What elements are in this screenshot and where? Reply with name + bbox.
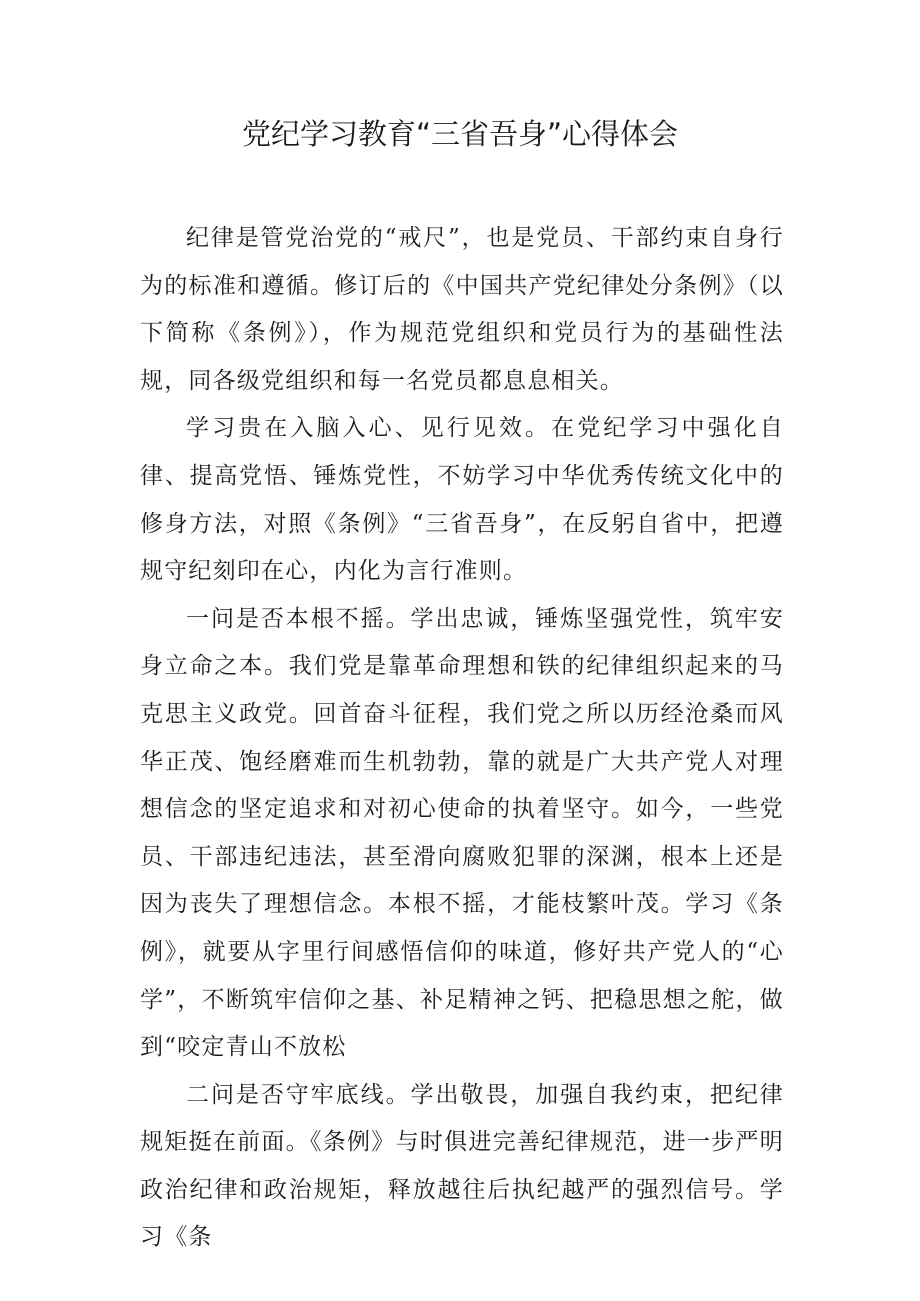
document-body: [140, 215, 784, 1262]
paragraph-first-question: 一问是否本根不摇。学出忠诚，锤炼坚强党性，筑牢安身立命之本。我们党是靠革命理想和铁的纪律组织起来的马克思主义政党。回首奋斗征程，我们党之所以历经沧桑而风华正茂、饱经磨难而生机勃勃，靠的就是广大共产党人对理想信念的坚定追求和对初心使命的执着坚守。如今，一些党员、干部违纪违法，甚至滑向腐败犯罪的深渊，根本上还是因为丧失了理想信念。本根不摇，才能枝繁叶茂。学习《条例》，就要从字里行间感悟信仰的味道，修好共产党人的“心学”，不断筑牢信仰之基、补足精神之钙、把稳思想之舵，做到“咬定青山不放松: [140, 605, 784, 1061]
document-title: 党纪学习教育“三省吾身”心得体会: [241, 117, 679, 151]
paragraph-intro: 纪律是管党治党的“戒尺”，也是党员、干部约束自身行为的标准和遵循。修订后的《中国共产党纪律处分条例》（以下简称《条例》），作为规范党组织和党员行为的基础性法规，同各级党组织和每一名党员都息息相关。: [140, 225, 784, 394]
paragraph-study: 学习贵在入脑入心、见行见效。在党纪学习中强化自律、提高党悟、锤炼党性，不妨学习中华优秀传统文化中的修身方法，对照《条例》“三省吾身”，在反躬自省中，把遵规守纪刻印在心，内化为言行准则。: [140, 415, 784, 585]
paragraph-second-question: 二问是否守牢底线。学出敬畏，加强自我约束，把纪律规矩挺在前面。《条例》与时俱进完善纪律规范，进一步严明政治纪律和政治规矩，释放越往后执纪越严的强烈信号。学习《条: [140, 1081, 784, 1251]
